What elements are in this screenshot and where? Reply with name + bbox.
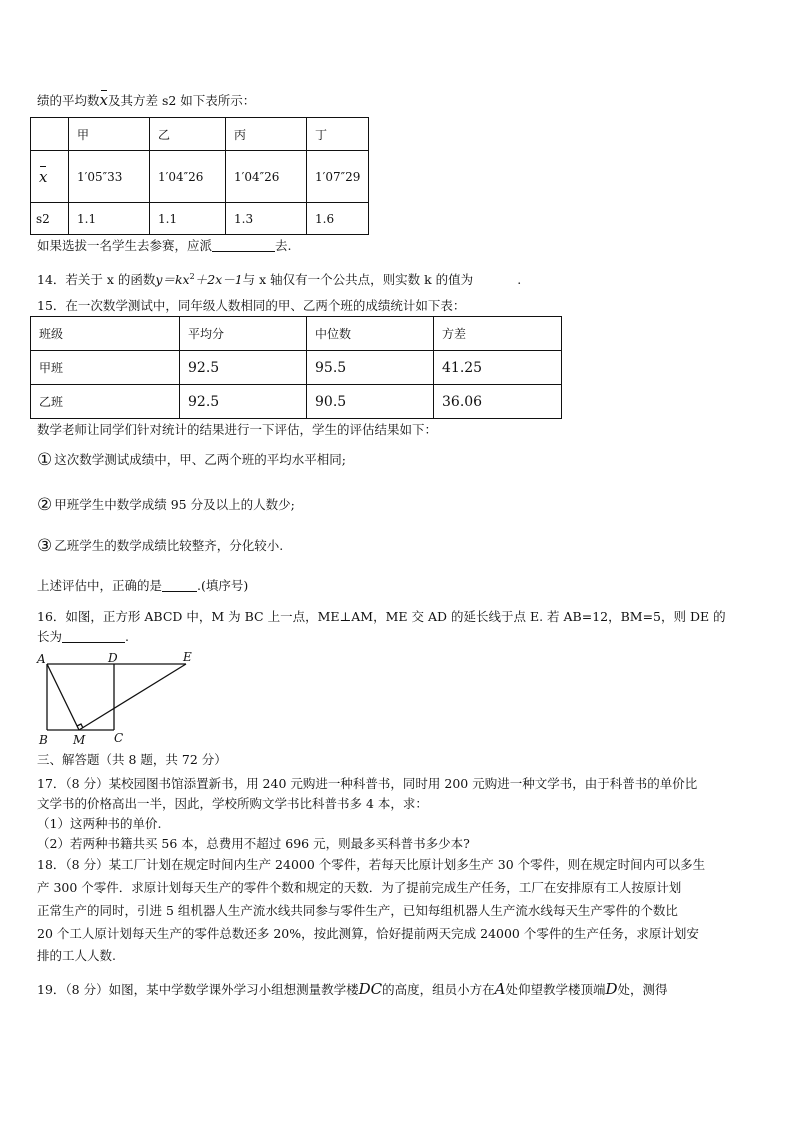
q15-header-cell: 班级	[31, 317, 180, 351]
answer-blank	[62, 629, 125, 643]
segment-me	[79, 664, 186, 730]
q19-symbol: D	[605, 980, 618, 998]
q15-header-cell: 平均分	[180, 317, 307, 351]
q17-line2: 文学书的价格高出一半，因此，学校所购文学书比科普书多 4 本，求：	[37, 796, 428, 811]
q18-line: 产 300 个零件．求原计划每天生产的零件个数和规定的天数．为了提前完成生产任务，工厂在安排原有工人按原计划	[37, 880, 682, 895]
q13-intro-text-2: 及其方差 s2 如下表所示：	[107, 93, 256, 108]
q15-cell: 36.06	[434, 385, 562, 419]
q18-line: 20 个工人原计划每天生产的零件总数还多 20%，按此测算，恰好提前两天完成 24000 个零件的生产任务，求原计划安	[37, 926, 699, 941]
label-b: B	[39, 733, 48, 746]
q15-answer	[37, 578, 248, 594]
q15-item-text: 乙班学生的数学成绩比较整齐，分化较小.	[54, 538, 284, 553]
q15-item-text: 这次数学测试成绩中，甲、乙两个班的平均水平相同;	[54, 452, 346, 467]
q16-geometry-figure	[34, 650, 234, 746]
q13-header-cell: 丙	[226, 118, 307, 151]
q13-cell: 1.3	[226, 203, 307, 235]
q13-header-cell: 乙	[150, 118, 226, 151]
q13-cell: 1′07″29	[307, 151, 369, 203]
q16-line1: 16．如图，正方形 ABCD 中，M 为 BC 上一点，ME⊥AM，ME 交 AD 的延长线于点 E. 若 AB=12，BM=5，则 DE 的	[37, 609, 726, 624]
label-a: A	[37, 652, 46, 666]
section-heading: 三、解答题（共 8 题，共 72 分）	[37, 752, 227, 767]
q15-table	[30, 316, 562, 419]
q15-cell: 甲班	[31, 351, 180, 385]
q16-text: 长为	[37, 629, 63, 644]
q19-text: 19．（8 分）如图，某中学数学课外学习小组想测量教学楼	[37, 982, 359, 997]
q15-intro: 15．在一次数学测试中，同年级人数相同的甲、乙两个班的成绩统计如下表：	[37, 298, 466, 313]
q13-after	[37, 238, 292, 254]
q13-cell: 1.1	[69, 203, 150, 235]
q15-cell: 92.5	[180, 385, 307, 419]
q13-row-label	[31, 151, 69, 203]
q19-text-4: 处，测得	[617, 982, 668, 997]
q15-table-header-row	[31, 317, 562, 351]
q15-cell: 41.25	[434, 351, 562, 385]
label-e: E	[183, 650, 192, 664]
q19-line1	[37, 981, 668, 998]
q14-formula-exponent: 2	[189, 272, 195, 281]
q13-after-text-2: 去.	[275, 238, 292, 253]
q13-after-text: 如果选拔一名学生去参赛，应派	[37, 238, 213, 253]
q13-intro	[37, 92, 255, 109]
q13-header-cell	[31, 118, 69, 151]
q15-answer-note: 填序号)	[205, 578, 249, 593]
q14	[37, 269, 521, 288]
q17-sub1: （1）这两种书的单价.	[37, 816, 162, 831]
q14-end: .	[517, 272, 522, 288]
q15-item	[37, 452, 346, 468]
q19-text-2: 的高度，组员小方在	[382, 982, 495, 997]
q18-line: 正常生产的同时，引进 5 组机器人生产流水线共同参与零件生产，已知每组机器人生产流水线每天生产零件的个数比	[37, 903, 678, 918]
q15-table-row	[31, 351, 562, 385]
answer-blank	[162, 578, 197, 592]
label-m: M	[73, 733, 86, 746]
circled-number: ①	[37, 450, 53, 470]
q13-cell: 1′04″26	[150, 151, 226, 203]
q14-text-2: 与 x 轴仅有一个公共点，则实数 k 的值为	[242, 272, 474, 288]
q13-intro-text: 绩的平均数	[37, 93, 100, 108]
segment-am	[47, 664, 79, 730]
q15-header-cell: 方差	[434, 317, 562, 351]
q13-cell: 1′05″33	[69, 151, 150, 203]
q13-cell: 1.6	[307, 203, 369, 235]
q16-end: .	[125, 629, 129, 644]
q15-item	[37, 497, 295, 513]
q14-text: 14．若关于 x 的函数	[37, 272, 156, 288]
circled-number: ②	[37, 495, 53, 515]
label-c: C	[114, 731, 124, 745]
q13-table-row	[31, 203, 369, 235]
q13-table-header-row	[31, 118, 369, 151]
q18-line: 18．（8 分）某工厂计划在规定时间内生产 24000 个零件，若每天比原计划多生产 30 个零件，则在规定时间内可以多生	[37, 857, 706, 872]
q19-text-3: 处仰望教学楼顶端	[505, 982, 606, 997]
q16-line2	[37, 629, 129, 645]
q17-sub2: （2）若两种书籍共买 56 本，总费用不超过 696 元，则最多买科普书多少本?	[37, 836, 470, 851]
q15-cell: 乙班	[31, 385, 180, 419]
q19-symbol: A	[494, 980, 506, 998]
q15-item-text: 甲班学生中数学成绩 95 分及以上的人数少;	[54, 497, 295, 512]
q13-cell: 1.1	[150, 203, 226, 235]
q15-eval-intro: 数学老师让同学们针对统计的结果进行一下评估，学生的评估结果如下：	[37, 422, 438, 437]
q13-header-cell: 甲	[69, 118, 150, 151]
q13-row-label: s2	[31, 203, 69, 235]
q13-table-row	[31, 151, 369, 203]
q19-symbol: DC	[358, 980, 383, 998]
q15-item	[37, 538, 283, 554]
q13-cell: 1′04″26	[226, 151, 307, 203]
q15-header-cell: 中位数	[307, 317, 434, 351]
q15-cell: 95.5	[307, 351, 434, 385]
mean-symbol: x	[39, 167, 48, 186]
q14-formula: y＝kx	[155, 272, 190, 288]
q18-line: 排的工人人数.	[37, 948, 116, 963]
answer-blank	[212, 238, 275, 252]
circled-number: ③	[37, 536, 53, 556]
q15-table-row	[31, 385, 562, 419]
q14-formula-2: ＋2x－1	[194, 272, 243, 288]
q15-answer-paren: .(	[197, 578, 206, 593]
q15-answer-text: 上述评估中，正确的是	[37, 578, 163, 593]
q17-line1: 17．（8 分）某校园图书馆添置新书，用 240 元购进一种科普书，同时用 200 元购进一种文学书，由于科普书的单价比	[37, 776, 698, 791]
mean-symbol: x	[99, 91, 108, 109]
q15-cell: 90.5	[307, 385, 434, 419]
q13-header-cell: 丁	[307, 118, 369, 151]
q13-table	[30, 117, 369, 235]
q15-cell: 92.5	[180, 351, 307, 385]
label-d: D	[108, 651, 118, 665]
